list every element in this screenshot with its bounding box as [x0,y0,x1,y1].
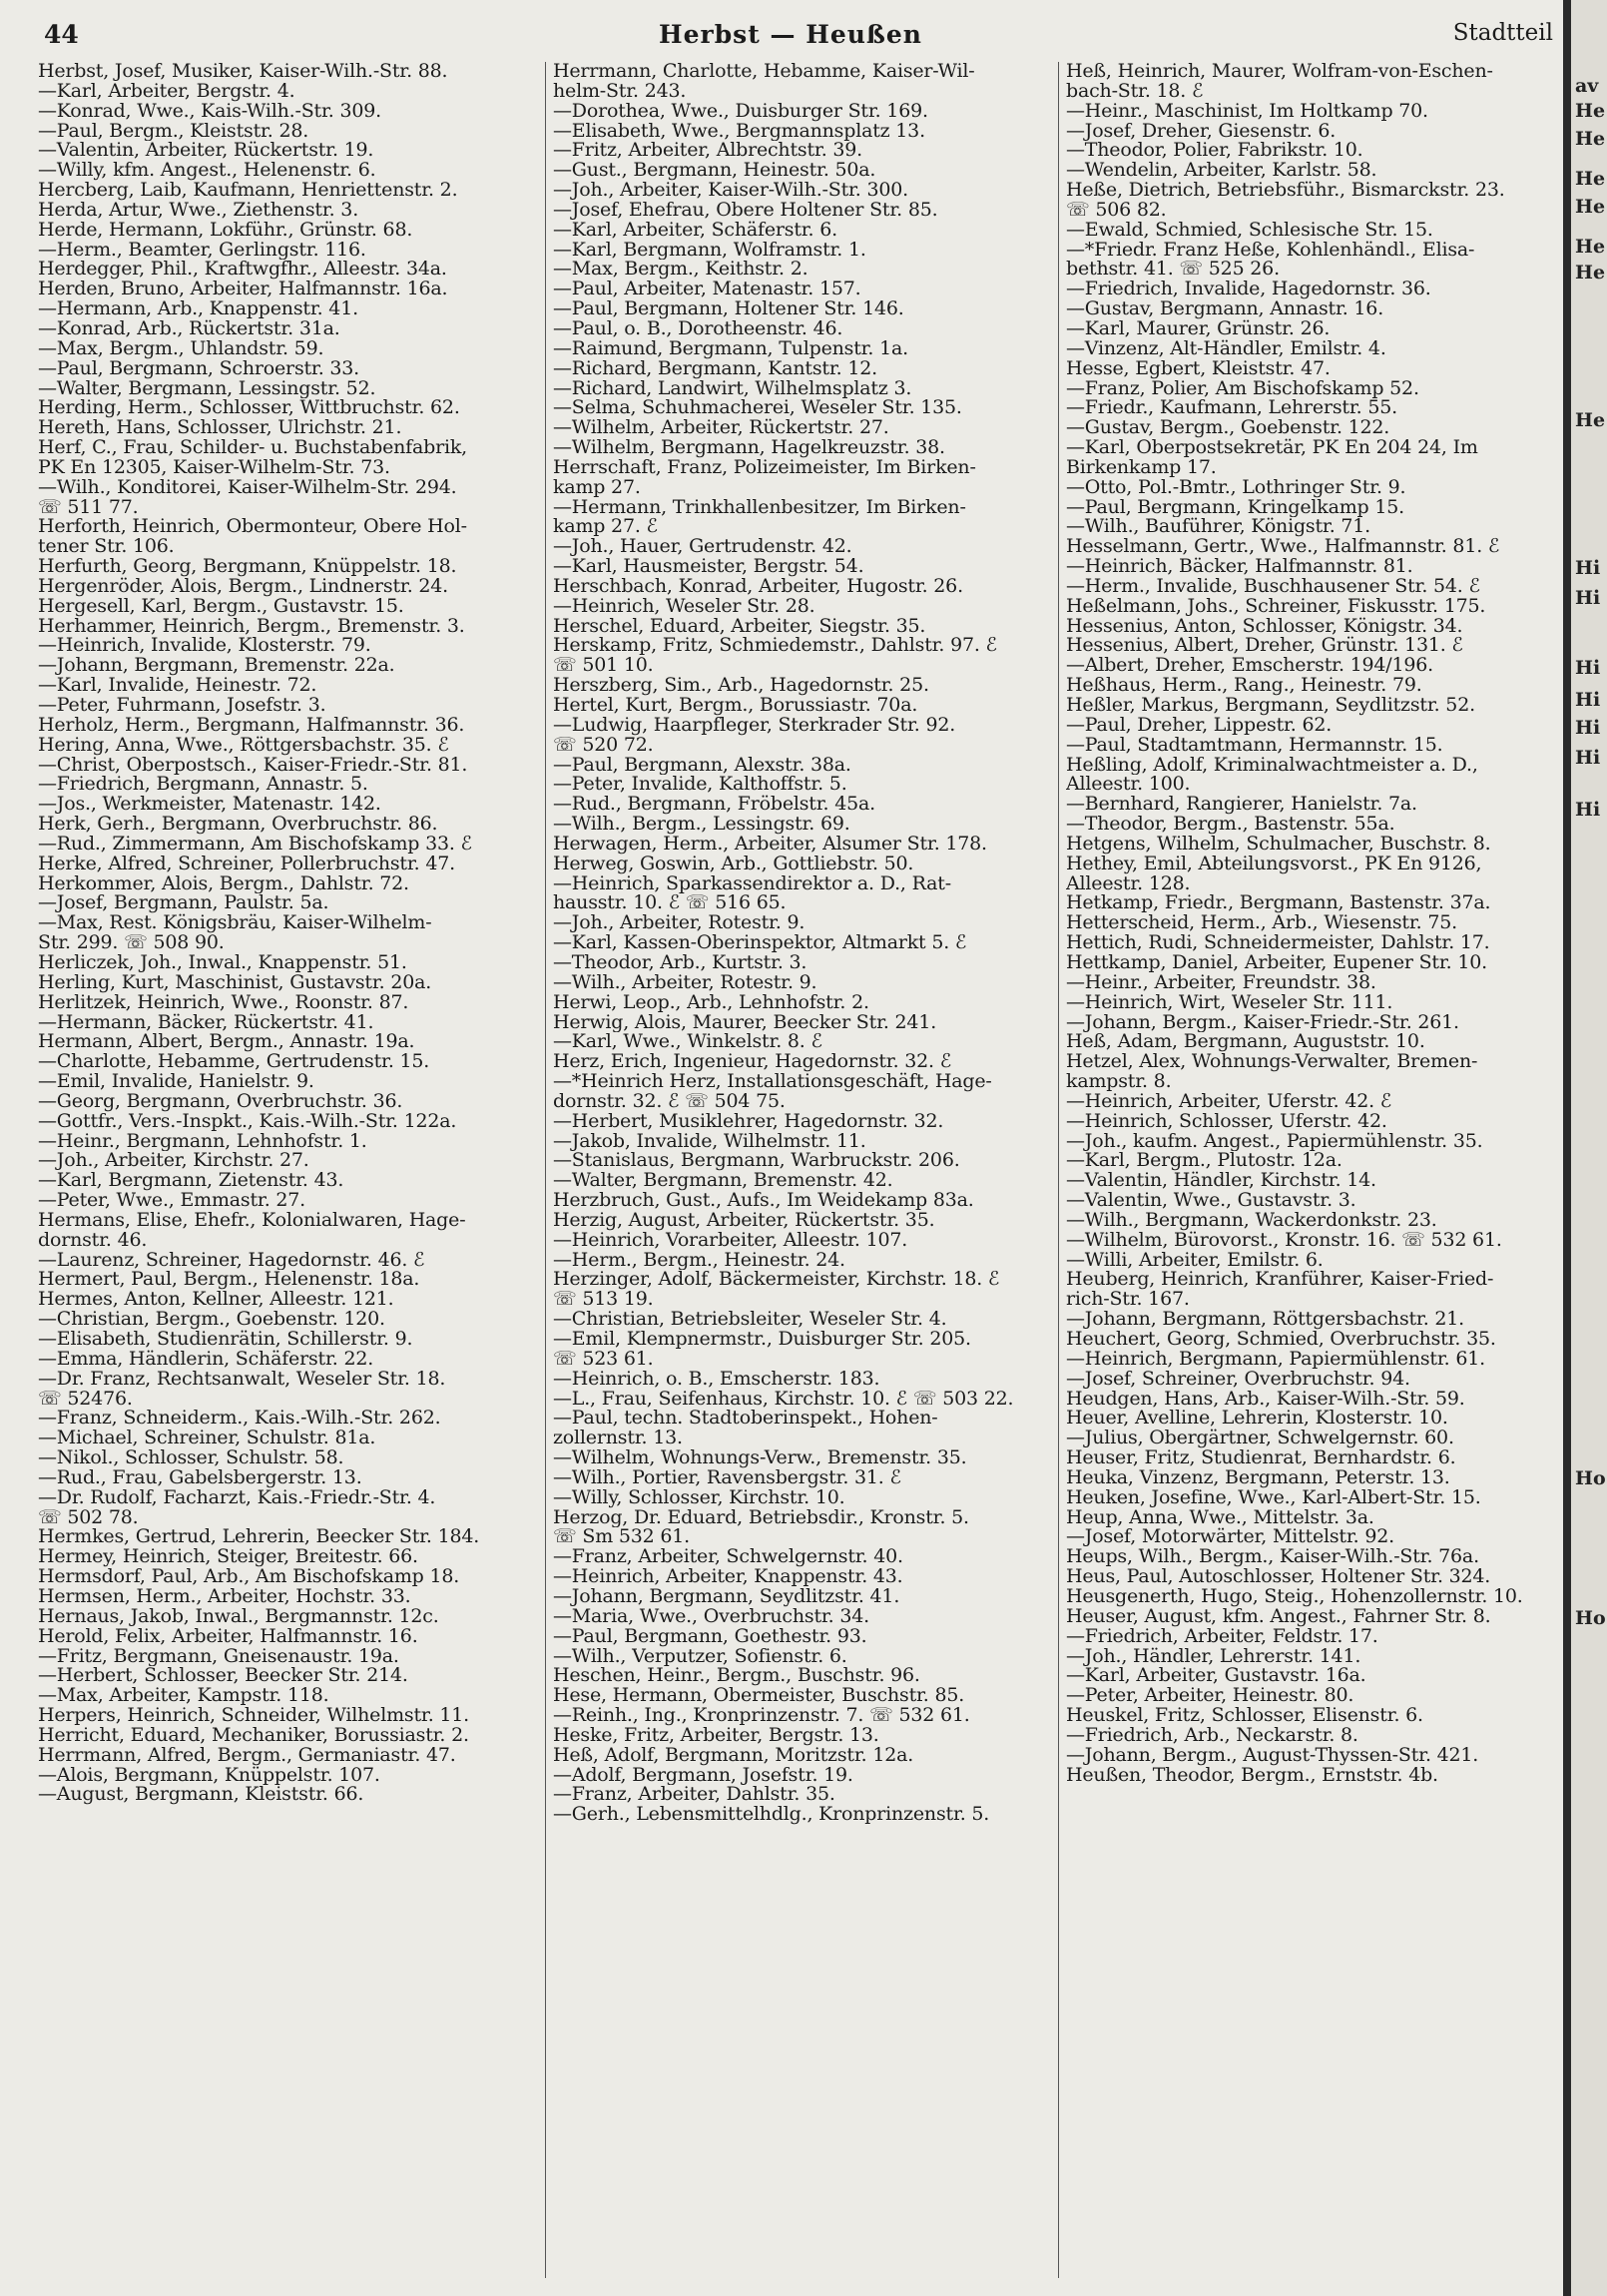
directory-entry-line: dornstr. 32. ℰ ☏ 504 75. [553,1091,786,1112]
directory-entry-line: —Peter, Arbeiter, Heinestr. 80. [1066,1686,1354,1707]
directory-entry-line: —Christ, Oberpostsch., Kaiser-Friedr.-Str. 81. [38,755,468,776]
directory-entry-line: —Elisabeth, Studienrätin, Schillerstr. 9. [38,1330,413,1350]
directory-entry-line: —Ewald, Schmied, Schlesische Str. 15. [1066,220,1433,241]
directory-entry-line: Herzbruch, Gust., Aufs., Im Weidekamp 83a. [553,1191,974,1211]
directory-entry-line: —Johann, Bergmann, Röttgersbachstr. 21. [1066,1310,1465,1330]
directory-entry-line: —Christian, Betriebsleiter, Weseler Str. 4. [553,1310,947,1330]
directory-entry-line: —Theodor, Arb., Kurtstr. 3. [553,952,807,973]
column-left [38,62,537,2288]
directory-entry-line: —Herm., Invalide, Buschhausener Str. 54. ℰ [1066,576,1480,597]
directory-entry-line: —Wilhelm, Bürovorst., Kronstr. 16. ☏ 532 61. [1066,1230,1502,1251]
directory-entry-line: Hessenius, Albert, Dreher, Grünstr. 131. ℰ [1066,636,1463,657]
directory-entry-line: Herforth, Heinrich, Obermonteur, Obere Hol- [38,517,467,538]
directory-entry-line: kamp 27. [553,477,641,498]
directory-entry-line: Heup, Anna, Wwe., Mittelstr. 3a. [1066,1507,1374,1528]
directory-entry-line: —Fritz, Bergmann, Gneisenaustr. 19a. [38,1646,399,1667]
directory-entry-line: Hermans, Elise, Ehefr., Kolonialwaren, Hage- [38,1210,466,1231]
directory-entry-line: Herold, Felix, Arbeiter, Halfmannstr. 16. [38,1626,418,1647]
directory-entry-line: Hercberg, Laib, Kaufmann, Henriettenstr. 2. [38,181,458,201]
directory-entry-line: Herschbach, Konrad, Arbeiter, Hugostr. 26. [553,576,963,597]
directory-entry-line: —Karl, Hausmeister, Bergstr. 54. [553,557,864,577]
directory-entry-line: —Hermann, Bäcker, Rückertstr. 41. [38,1012,374,1033]
edge-fragment: Hi [1575,747,1601,769]
directory-entry-line: —Wilhelm, Arbeiter, Rückertstr. 27. [553,418,889,439]
directory-entry-line: zollernstr. 13. [553,1429,683,1449]
directory-entry-line: Heudgen, Hans, Arb., Kaiser-Wilh.-Str. 59. [1066,1389,1465,1410]
page-header [40,20,1557,60]
directory-entry-line: hausstr. 10. ℰ ☏ 516 65. [553,893,787,914]
directory-entry-line: —Karl, Arbeiter, Gustavstr. 16a. [1066,1666,1366,1687]
edge-fragment: He [1575,168,1606,190]
directory-entry-line: —Max, Bergm., Keithstr. 2. [553,260,808,281]
directory-entry-line: —Valentin, Händler, Kirchstr. 14. [1066,1171,1376,1192]
edge-fragment: Hi [1575,657,1601,679]
directory-entry-line: —Josef, Motorwärter, Mittelstr. 92. [1066,1527,1394,1548]
directory-entry-line: —Karl, Arbeiter, Bergstr. 4. [38,81,295,102]
directory-entry-line: Heß, Heinrich, Maurer, Wolfram-von-Eschen- [1066,62,1493,82]
directory-entry-line: ☏ 511 77. [38,497,139,518]
directory-entry-line: —Paul, techn. Stadtoberinspekt., Hohen- [553,1409,938,1430]
directory-entry-line: Heuskel, Fritz, Schlosser, Elisenstr. 6. [1066,1706,1423,1726]
directory-entry-line: —Paul, Bergm., Kleiststr. 28. [38,121,309,142]
edge-fragment: He [1575,262,1606,284]
directory-entry-line: —Paul, Arbeiter, Matenastr. 157. [553,280,861,300]
directory-entry-line: —Karl, Bergmann, Zietenstr. 43. [38,1171,344,1192]
directory-entry-line: Hettich, Rudi, Schneidermeister, Dahlstr. 17. [1066,933,1490,953]
directory-entry-line: Herda, Artur, Wwe., Ziethenstr. 3. [38,200,359,221]
directory-entry-line: Heusgenerth, Hugo, Steig., Hohenzollernstr. 10. [1066,1586,1523,1607]
directory-entry-line: —Max, Bergm., Uhlandstr. 59. [38,338,324,359]
edge-fragment: He [1575,236,1606,258]
directory-entry-line: —Joh., Arbeiter, Rotestr. 9. [553,913,805,934]
directory-entry-line: tener Str. 106. [38,537,175,558]
directory-entry-line: —Valentin, Arbeiter, Rückertstr. 19. [38,141,374,162]
directory-entry-line: —Gustav, Bergmann, Annastr. 16. [1066,299,1384,319]
directory-entry-line: Heschen, Heinr., Bergm., Buschstr. 96. [553,1666,920,1687]
directory-entry-line: —Adolf, Bergmann, Josefstr. 19. [553,1765,853,1786]
directory-entry-line: Herk, Gerh., Bergmann, Overbruchstr. 86. [38,815,438,835]
directory-entry-line: Str. 299. ☏ 508 90. [38,933,225,953]
directory-entry-line: Heuken, Josefine, Wwe., Karl-Albert-Str. 15. [1066,1487,1481,1508]
directory-entry-line: —Julius, Obergärtner, Schwelgernstr. 60. [1066,1429,1454,1449]
edge-fragment: He [1575,409,1606,431]
directory-entry-line: —Bernhard, Rangierer, Hanielstr. 7a. [1066,795,1417,816]
directory-entry-line: —Joh., Arbeiter, Kirchstr. 27. [38,1151,309,1172]
directory-entry-line: Herden, Bruno, Arbeiter, Halfmannstr. 16a. [38,280,448,300]
directory-entry-line: —Walter, Bergmann, Bremenstr. 42. [553,1171,893,1192]
directory-entry-line: —Karl, Arbeiter, Schäferstr. 6. [553,220,837,241]
directory-entry-line: Hetkamp, Friedr., Bergmann, Bastenstr. 37a. [1066,893,1491,914]
directory-entry-line: —Paul, Bergmann, Goethestr. 93. [553,1626,867,1647]
directory-entry-line: —Alois, Bergmann, Knüppelstr. 107. [38,1765,380,1786]
directory-entry-line: —Max, Arbeiter, Kampstr. 118. [38,1686,329,1707]
directory-entry-line: PK En 12305, Kaiser-Wilhelm-Str. 73. [38,457,390,478]
directory-entry-line: —Josef, Ehefrau, Obere Holtener Str. 85. [553,200,938,221]
directory-entry-line: —Joh., kaufm. Angest., Papiermühlenstr. 35. [1066,1131,1483,1152]
directory-entry-line: —Friedrich, Arb., Neckarstr. 8. [1066,1725,1358,1746]
adjacent-page-edge [1571,0,1607,2296]
directory-entry-line: —Josef, Dreher, Giesenstr. 6. [1066,121,1337,142]
directory-entry-line: —Franz, Arbeiter, Schwelgernstr. 40. [553,1547,903,1568]
directory-entry-line: —Willy, Schlosser, Kirchstr. 10. [553,1487,845,1508]
directory-entry-line: —Vinzenz, Alt-Händler, Emilstr. 4. [1066,338,1386,359]
directory-entry-line: —Karl, Bergm., Plutostr. 12a. [1066,1151,1342,1172]
directory-entry-line: —Peter, Invalide, Kalthoffstr. 5. [553,775,847,796]
directory-entry-line: —Friedr., Kaufmann, Lehrerstr. 55. [1066,398,1397,419]
directory-entry-line: —August, Bergmann, Kleiststr. 66. [38,1785,364,1806]
directory-entry-line: ☏ 506 82. [1066,200,1167,221]
directory-entry-line: —Wendelin, Arbeiter, Karlstr. 58. [1066,161,1377,182]
directory-entry-line: Alleestr. 100. [1066,775,1191,796]
directory-entry-line: Heßler, Markus, Bergmann, Seydlitzstr. 52. [1066,696,1475,716]
directory-entry-line: Hethey, Emil, Abteilungsvorst., PK En 9126, [1066,854,1482,874]
directory-entry-line: —Heinrich, Arbeiter, Knappenstr. 43. [553,1567,903,1587]
directory-entry-line: —Raimund, Bergmann, Tulpenstr. 1a. [553,338,908,359]
directory-entry-line: —Richard, Bergmann, Kantstr. 12. [553,358,877,379]
directory-entry-line: —Ludwig, Haarpfleger, Sterkrader Str. 92. [553,715,956,736]
directory-entry-line: Hessenius, Anton, Schlosser, Königstr. 34. [1066,616,1463,637]
directory-entry-line: Heuser, Fritz, Studienrat, Bernhardstr. 6. [1066,1448,1456,1468]
directory-entry-line: bethstr. 41. ☏ 525 26. [1066,260,1280,281]
directory-entry-line: —Wilhelm, Bergmann, Hagelkreuzstr. 38. [553,438,945,458]
directory-entry-line: —Michael, Schreiner, Schulstr. 81a. [38,1429,376,1449]
directory-entry-line: —Josef, Bergmann, Paulstr. 5a. [38,893,329,914]
directory-entry-line: —Wilh., Bauführer, Königstr. 71. [1066,517,1371,538]
directory-entry-line: Hermert, Paul, Bergm., Helenenstr. 18a. [38,1270,420,1291]
directory-entry-line: —Stanislaus, Bergmann, Warbruckstr. 206. [553,1151,960,1172]
directory-entry-line: —Karl, Kassen-Oberinspektor, Altmarkt 5. ℰ [553,933,967,953]
directory-entry-line: —Johann, Bergm., Kaiser-Friedr.-Str. 261. [1066,1012,1459,1033]
directory-entry-line: Herlitzek, Heinrich, Wwe., Roonstr. 87. [38,992,409,1013]
directory-entry-line: —Rud., Zimmermann, Am Bischofskamp 33. ℰ [38,834,472,855]
directory-entry-line: Herling, Kurt, Maschinist, Gustavstr. 20a. [38,972,432,993]
directory-entry-line: —Joh., Arbeiter, Kaiser-Wilh.-Str. 300. [553,181,908,201]
directory-entry-line: —Theodor, Bergm., Bastenstr. 55a. [1066,815,1395,835]
directory-entry-line: —Jos., Werkmeister, Matenastr. 142. [38,795,381,816]
directory-entry-line: Hermes, Anton, Kellner, Alleestr. 121. [38,1290,394,1311]
directory-entry-line: —Willi, Arbeiter, Emilstr. 6. [1066,1250,1324,1271]
directory-entry-line: Herricht, Eduard, Mechaniker, Borussiastr. 2. [38,1725,469,1746]
directory-entry-line: Herliczek, Joh., Inwal., Knappenstr. 51. [38,952,407,973]
directory-entry-line: —Herbert, Schlosser, Beecker Str. 214. [38,1666,408,1687]
directory-entry-line: —Emil, Invalide, Hanielstr. 9. [38,1072,314,1092]
directory-entry-line: Heße, Dietrich, Betriebsführ., Bismarckstr. 23. [1066,181,1505,201]
directory-entry-line: —Valentin, Wwe., Gustavstr. 3. [1066,1191,1356,1211]
directory-entry-line: —Herm., Bergm., Heinestr. 24. [553,1250,845,1271]
directory-entry-line: —Albert, Dreher, Emscherstr. 194/196. [1066,656,1433,677]
directory-entry-line: —Emil, Klempnermstr., Duisburger Str. 205. [553,1330,971,1350]
directory-entry-line: Hering, Anna, Wwe., Röttgersbachstr. 35. ℰ [38,735,449,756]
directory-entry-line: —Heinrich, Sparkassendirektor a. D., Rat- [553,873,951,894]
edge-fragment: Hi [1575,587,1601,609]
directory-entry-line: —Johann, Bergmann, Seydlitzstr. 41. [553,1586,900,1607]
directory-entry-line: Hesselmann, Gertr., Wwe., Halfmannstr. 81. ℰ [1066,537,1500,558]
directory-entry-line: Heßling, Adolf, Kriminalwachtmeister a. D., [1066,755,1478,776]
directory-entry-line: —Paul, Bergmann, Alexstr. 38a. [553,755,851,776]
directory-entry-line: —Karl, Bergmann, Wolframstr. 1. [553,240,866,261]
directory-entry-line: —Christian, Bergm., Goebenstr. 120. [38,1310,385,1330]
directory-entry-line: Herwig, Alois, Maurer, Beecker Str. 241. [553,1012,937,1033]
directory-entry-line: —Johann, Bergmann, Bremenstr. 22a. [38,656,395,677]
directory-entry-line: —Joh., Händler, Lehrerstr. 141. [1066,1646,1361,1667]
directory-entry-line: —Konrad, Wwe., Kais-Wilh.-Str. 309. [38,101,381,122]
directory-entry-line: —Hermann, Trinkhallenbesitzer, Im Birken- [553,497,966,518]
directory-entry-line: Herke, Alfred, Schreiner, Pollerbruchstr. 47. [38,854,455,874]
directory-entry-line: ☏ 520 72. [553,735,654,756]
directory-entry-line: bach-Str. 18. ℰ [1066,81,1204,102]
directory-entry-line: Herwi, Leop., Arb., Lehnhofstr. 2. [553,992,869,1013]
directory-entry-line: —*Friedr. Franz Heße, Kohlenhändl., Elisa- [1066,240,1475,261]
directory-entry-line: Herhammer, Heinrich, Bergm., Bremenstr. 3. [38,616,465,637]
directory-entry-line: —Charlotte, Hebamme, Gertrudenstr. 15. [38,1052,430,1073]
directory-entry-line: Herweg, Goswin, Arb., Gottliebstr. 50. [553,854,914,874]
directory-entry-line: —Wilh., Konditorei, Kaiser-Wilhelm-Str. 294. [38,477,457,498]
edge-fragment: Hi [1575,689,1601,711]
directory-entry-line: ☏ 523 61. [553,1349,654,1370]
directory-entry-line: kamp 27. ℰ [553,517,658,538]
directory-entry-line: Hermsen, Herm., Arbeiter, Hochstr. 33. [38,1586,411,1607]
directory-entry-line: —Rud., Frau, Gabelsbergerstr. 13. [38,1467,362,1488]
directory-entry-line: Hermkes, Gertrud, Lehrerin, Beecker Str. 184. [38,1527,480,1548]
directory-entry-line: —Heinrich, Vorarbeiter, Alleestr. 107. [553,1230,908,1251]
directory-entry-line: —Walter, Bergmann, Lessingstr. 52. [38,378,376,399]
directory-entry-line: —Hermann, Arb., Knappenstr. 41. [38,299,358,319]
directory-entry-line: —Friedrich, Invalide, Hagedornstr. 36. [1066,280,1431,300]
directory-entry-line: Hetterscheid, Herm., Arb., Wiesenstr. 75. [1066,913,1457,934]
directory-entry-line: —Friedrich, Bergmann, Annastr. 5. [38,775,368,796]
directory-entry-line: dornstr. 46. [38,1230,148,1251]
directory-entry-line: Herding, Herm., Schlosser, Wittbruchstr. 62. [38,398,460,419]
directory-entry-line: Hese, Hermann, Obermeister, Buschstr. 85. [553,1686,965,1707]
directory-entry-line: —Franz, Polier, Am Bischofskamp 52. [1066,378,1419,399]
directory-entry-line: —Heinr., Maschinist, Im Holtkamp 70. [1066,101,1428,122]
directory-entry-line: Heuer, Avelline, Lehrerin, Klosterstr. 10. [1066,1409,1448,1430]
directory-entry-line: Hernaus, Jakob, Inwal., Bergmannstr. 12c. [38,1606,439,1627]
directory-entry-line: Herde, Hermann, Lokführ., Grünstr. 68. [38,220,413,241]
directory-entry-line: —Maria, Wwe., Overbruchstr. 34. [553,1606,869,1627]
directory-entry-line: —Karl, Oberpostsekretär, PK En 204 24, Im [1066,438,1478,458]
directory-entry-line: helm-Str. 243. [553,81,687,102]
directory-entry-line: —Max, Rest. Königsbräu, Kaiser-Wilhelm- [38,913,432,934]
directory-entry-line: —Franz, Schneiderm., Kais.-Wilh.-Str. 262. [38,1409,441,1430]
directory-entry-line: —Paul, Bergmann, Schroerstr. 33. [38,358,360,379]
directory-entry-line: Herkommer, Alois, Bergm., Dahlstr. 72. [38,873,409,894]
directory-entry-line: Herbst, Josef, Musiker, Kaiser-Wilh.-Str. 88. [38,62,448,82]
directory-entry-line: Hesse, Egbert, Kleiststr. 47. [1066,358,1331,379]
directory-entry-line: Heß, Adam, Bergmann, Auguststr. 10. [1066,1032,1425,1053]
running-title: Herbst — Heußen [659,20,922,49]
directory-entry-line: —Jakob, Invalide, Wilhelmstr. 11. [553,1131,866,1152]
directory-entry-line: Hetgens, Wilhelm, Schulmacher, Buschstr. 8. [1066,834,1491,855]
directory-entry-line: —Heinrich, Weseler Str. 28. [553,596,815,617]
directory-entry-line: —Konrad, Arb., Rückertstr. 31a. [38,318,340,339]
edge-fragment: av [1575,75,1599,97]
edge-fragment: Hi [1575,717,1601,739]
directory-entry-line: —Johann, Bergm., August-Thyssen-Str. 421. [1066,1745,1479,1766]
directory-entry-line: —Rud., Bergmann, Fröbelstr. 45a. [553,795,875,816]
directory-entry-line: —Nikol., Schlosser, Schulstr. 58. [38,1448,344,1468]
directory-entry-line: Herrschaft, Franz, Polizeimeister, Im Birken- [553,457,976,478]
directory-entry-line: —Heinrich, o. B., Emscherstr. 183. [553,1369,880,1390]
directory-entry-line: Herz, Erich, Ingenieur, Hagedornstr. 32. ℰ [553,1052,952,1073]
directory-entry-line: Heßelmann, Johs., Schreiner, Fiskusstr. 175. [1066,596,1486,617]
directory-entry-line: —Wilh., Bergm., Lessingstr. 69. [553,815,850,835]
directory-entry-line: —Friedrich, Arbeiter, Feldstr. 17. [1066,1626,1378,1647]
directory-entry-line: —Willy, kfm. Angest., Helenenstr. 6. [38,161,376,182]
directory-entry-line: —Karl, Invalide, Heinestr. 72. [38,676,317,696]
directory-entry-line: —Peter, Fuhrmann, Josefstr. 3. [38,696,326,716]
book-gutter [1563,0,1571,2296]
directory-entry-line: —Dorothea, Wwe., Duisburger Str. 169. [553,101,928,122]
directory-entry-line: —Paul, Bergmann, Holtener Str. 146. [553,299,904,319]
edge-fragment: Ho [1575,1607,1606,1629]
directory-entry-line: Heups, Wilh., Bergm., Kaiser-Wilh.-Str. 76a. [1066,1547,1479,1568]
directory-entry-line: —Theodor, Polier, Fabrikstr. 10. [1066,141,1363,162]
directory-entry-line: —Karl, Maurer, Grünstr. 26. [1066,318,1331,339]
directory-entry-line: Herrmann, Alfred, Bergm., Germaniastr. 47. [38,1745,456,1766]
directory-entry-line: Herzog, Dr. Eduard, Betriebsdir., Kronstr. 5. [553,1507,969,1528]
directory-entry-line: —Gerh., Lebensmittelhdlg., Kronprinzenstr. 5. [553,1805,990,1826]
directory-entry-line: —Gottfr., Vers.-Inspkt., Kais.-Wilh.-Str. 122a. [38,1111,457,1132]
directory-entry-line: Heus, Paul, Autoschlosser, Holtener Str. 324. [1066,1567,1491,1587]
directory-entry-line: Herzinger, Adolf, Bäckermeister, Kirchstr. 18. ℰ [553,1270,1000,1291]
directory-entry-line: —Franz, Arbeiter, Dahlstr. 35. [553,1785,835,1806]
directory-entry-line: —L., Frau, Seifenhaus, Kirchstr. 10. ℰ ☏ 503 22. [553,1389,1014,1410]
directory-entry-line: —Wilh., Portier, Ravensbergstr. 31. ℰ [553,1467,901,1488]
directory-entry-line: Herrmann, Charlotte, Hebamme, Kaiser-Wil- [553,62,975,82]
directory-entry-line: —Herm., Beamter, Gerlingstr. 116. [38,240,366,261]
directory-entry-line: Alleestr. 128. [1066,873,1191,894]
directory-entry-line: Hermann, Albert, Bergm., Annastr. 19a. [38,1032,415,1053]
column-divider [545,62,546,2278]
directory-entry-line: —Gustav, Bergm., Goebenstr. 122. [1066,418,1390,439]
directory-entry-line: Heuchert, Georg, Schmied, Overbruchstr. 35. [1066,1330,1496,1350]
directory-entry-line: rich-Str. 167. [1066,1290,1190,1311]
directory-entry-line: Herschel, Eduard, Arbeiter, Siegstr. 35. [553,616,926,637]
directory-entry-line: ☏ 501 10. [553,656,654,677]
directory-entry-line: —Paul, Dreher, Lippestr. 62. [1066,715,1333,736]
directory-entry-line: Heuka, Vinzenz, Bergmann, Peterstr. 13. [1066,1467,1450,1488]
directory-entry-line: —Heinrich, Invalide, Klosterstr. 79. [38,636,371,657]
directory-entry-line: Herf, C., Frau, Schilder- u. Buchstabenfabrik, [38,438,467,458]
directory-entry-line: Herpers, Heinrich, Schneider, Wilhelmstr. 11. [38,1706,469,1726]
directory-entry-line: Herfurth, Georg, Bergmann, Knüppelstr. 18. [38,557,457,577]
directory-entry-line: ☏ 52476. [38,1389,133,1410]
directory-entry-line: ☏ 513 19. [553,1290,654,1311]
directory-entry-line: Hertel, Kurt, Bergm., Borussiastr. 70a. [553,696,918,716]
directory-entry-line: Hereth, Hans, Schlosser, Ulrichstr. 21. [38,418,402,439]
directory-entry-line: —Heinr., Bergmann, Lehnhofstr. 1. [38,1131,367,1152]
directory-entry-line: —Heinrich, Schlosser, Uferstr. 42. [1066,1111,1387,1132]
directory-entry-line: Hermey, Heinrich, Steiger, Breitestr. 66. [38,1547,418,1568]
directory-entry-line: Herskamp, Fritz, Schmiedemstr., Dahlstr. 97. ℰ [553,636,997,657]
directory-entry-line: Heß, Adolf, Bergmann, Moritzstr. 12a. [553,1745,914,1766]
directory-entry-line: Hettkamp, Daniel, Arbeiter, Eupener Str. 10. [1066,952,1487,973]
directory-entry-line: —Heinrich, Arbeiter, Uferstr. 42. ℰ [1066,1091,1392,1112]
directory-entry-line: Birkenkamp 17. [1066,457,1217,478]
directory-entry-line: —Richard, Landwirt, Wilhelmsplatz 3. [553,378,912,399]
directory-entry-line: —Heinr., Arbeiter, Freundstr. 38. [1066,972,1376,993]
directory-entry-line: Heske, Fritz, Arbeiter, Bergstr. 13. [553,1725,879,1746]
directory-entry-line: —Fritz, Arbeiter, Albrechtstr. 39. [553,141,862,162]
directory-entry-line: —Gust., Bergmann, Heinestr. 50a. [553,161,876,182]
directory-entry-line: —Wilhelm, Wohnungs-Verw., Bremenstr. 35. [553,1448,967,1468]
column-middle [553,62,1052,2288]
directory-entry-line: —Heinrich, Bäcker, Halfmannstr. 81. [1066,557,1413,577]
directory-entry-line: —Selma, Schuhmacherei, Weseler Str. 135. [553,398,962,419]
directory-entry-line: —Otto, Pol.-Bmtr., Lothringer Str. 9. [1066,477,1406,498]
directory-entry-line: —Karl, Wwe., Winkelstr. 8. ℰ [553,1032,822,1053]
directory-entry-line: Heuser, August, kfm. Angest., Fahrner Str. 8. [1066,1606,1491,1627]
edge-fragment: Hi [1575,557,1601,579]
directory-entry-line: —Joh., Hauer, Gertrudenstr. 42. [553,537,852,558]
directory-entry-line: —Paul, Stadtamtmann, Hermannstr. 15. [1066,735,1443,756]
directory-entry-line: —Dr. Franz, Rechtsanwalt, Weseler Str. 18. [38,1369,446,1390]
directory-entry-line: Herdegger, Phil., Kraftwgfhr., Alleestr. 34a. [38,260,447,281]
directory-entry-line: Hergesell, Karl, Bergm., Gustavstr. 15. [38,596,404,617]
directory-entry-line: Heußen, Theodor, Bergm., Ernststr. 4b. [1066,1765,1438,1786]
directory-entry-line: —Heinrich, Wirt, Weseler Str. 111. [1066,992,1393,1013]
section-label: Stadtteil [1452,20,1553,46]
directory-entry-line: Heßhaus, Herm., Rang., Heinestr. 79. [1066,676,1422,696]
edge-fragment: He [1575,100,1606,122]
directory-entry-line: —Reinh., Ing., Kronprinzenstr. 7. ☏ 532 61. [553,1706,970,1726]
directory-entry-line: Herwagen, Herm., Arbeiter, Alsumer Str. 178. [553,834,987,855]
directory-entry-line: kampstr. 8. [1066,1072,1172,1092]
directory-entry-line: —Herbert, Musiklehrer, Hagedornstr. 32. [553,1111,944,1132]
directory-entry-line: —Georg, Bergmann, Overbruchstr. 36. [38,1091,403,1112]
directory-entry-line: —Emma, Händlerin, Schäferstr. 22. [38,1349,374,1370]
directory-entry-line: —Dr. Rudolf, Facharzt, Kais.-Friedr.-Str. 4. [38,1487,436,1508]
directory-entry-line: —Wilh., Arbeiter, Rotestr. 9. [553,972,817,993]
directory-entry-line: Herzig, August, Arbeiter, Rückertstr. 35. [553,1210,935,1231]
page-number: 44 [44,20,79,49]
directory-entry-line: —Heinrich, Bergmann, Papiermühlenstr. 61. [1066,1349,1485,1370]
edge-fragment: He [1575,128,1606,150]
directory-entry-line: Hermsdorf, Paul, Arb., Am Bischofskamp 18. [38,1567,460,1587]
directory-entry-line: —*Heinrich Herz, Installationsgeschäft, Hage- [553,1072,992,1092]
edge-fragment: He [1575,196,1606,218]
edge-fragment: Hi [1575,799,1601,821]
directory-entry-line: —Paul, o. B., Dorotheenstr. 46. [553,318,843,339]
directory-entry-line: —Laurenz, Schreiner, Hagedornstr. 46. ℰ [38,1250,425,1271]
directory-entry-line: Herholz, Herm., Bergmann, Halfmannstr. 36. [38,715,465,736]
directory-entry-line: —Peter, Wwe., Emmastr. 27. [38,1191,305,1211]
edge-fragment: Ho [1575,1467,1606,1489]
directory-entry-line: —Wilh., Bergmann, Wackerdonkstr. 23. [1066,1210,1437,1231]
directory-entry-line: ☏ Sm 532 61. [553,1527,690,1548]
directory-entry-line: —Paul, Bergmann, Kringelkamp 15. [1066,497,1404,518]
column-right [1066,62,1559,2288]
directory-entry-line: —Elisabeth, Wwe., Bergmannsplatz 13. [553,121,925,142]
directory-entry-line: Hetzel, Alex, Wohnungs-Verwalter, Bremen- [1066,1052,1478,1073]
directory-entry-line: Heuberg, Heinrich, Kranführer, Kaiser-Fried- [1066,1270,1494,1291]
directory-entry-line: —Josef, Schreiner, Overbruchstr. 94. [1066,1369,1410,1390]
directory-entry-line: Hergenröder, Alois, Bergm., Lindnerstr. 24. [38,576,449,597]
directory-entry-line: —Wilh., Verputzer, Sofienstr. 6. [553,1646,847,1667]
directory-entry-line: Herszberg, Sim., Arb., Hagedornstr. 25. [553,676,929,696]
directory-entry-line: ☏ 502 78. [38,1507,139,1528]
column-divider [1058,62,1059,2278]
